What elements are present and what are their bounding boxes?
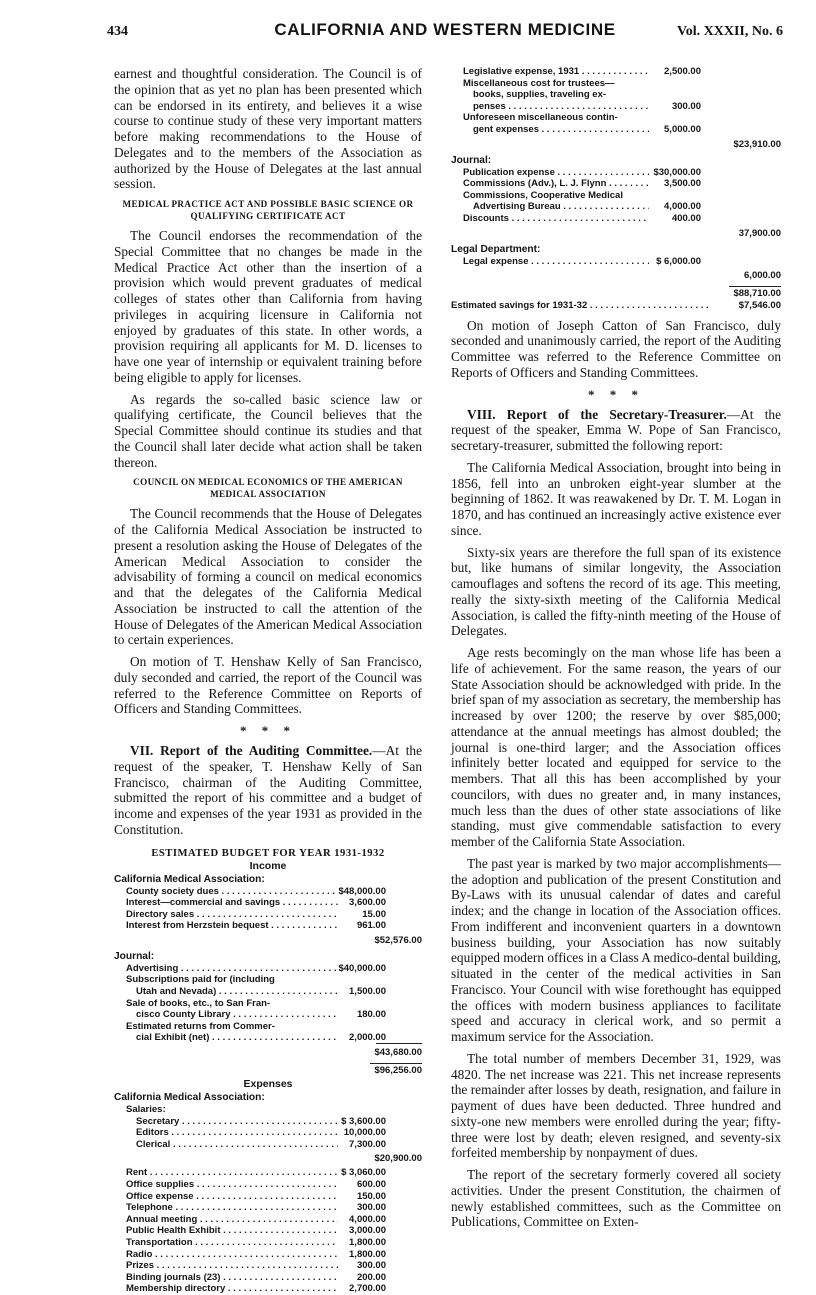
- budget-subtotal: $20,900.00: [374, 1153, 422, 1165]
- budget-item-label: Legal expense . . .: [463, 256, 657, 268]
- budget-item-label: Advertising . . .: [126, 963, 344, 975]
- budget-item-label: Membership directory . . .: [126, 1283, 344, 1295]
- budget-item-label: books, supplies, traveling ex-: [473, 89, 607, 101]
- budget-item-label: Office expense . . .: [126, 1191, 344, 1203]
- budget-subtotal: 37,900.00: [738, 227, 781, 239]
- budget-item-label: Directory sales . . .: [126, 909, 344, 921]
- budget-item-label: Utah and Nevada) . . .: [136, 986, 344, 998]
- budget-item-label: Publication expense . . .: [463, 167, 657, 179]
- budget-group-label: California Medical Association:: [114, 1092, 265, 1104]
- paragraph: The Council endorses the recommendation of the Special Committee that no changes be made in the Medical Practice Act other than the insertion of a provision which would prevent graduates of medical colleges of states other than California from having privileges in acquiring licensure in California not enjoyed by graduates of this state. In other words, a provision requiring all applicants for M. D. licenses to have one year of internship or equivalent training before being eligible to apply for licenses.: [114, 228, 422, 385]
- budget-item-amount: 180.00: [338, 1009, 386, 1021]
- budget-item-label: Transportation . . .: [126, 1237, 344, 1249]
- budget-item-label: Interest from Herzstein bequest . . .: [126, 920, 344, 932]
- budget-item-label: gent expenses . . .: [473, 124, 667, 136]
- budget-subtotal: $52,576.00: [374, 934, 422, 946]
- budget-item-amount: 1,800.00: [338, 1237, 386, 1249]
- paragraph: On motion of Joseph Catton of San Francisco, duly seconded and unanimously carried, the report of the Auditing Committee was referred to the Reference Committee on Reports of Officers and Standing Committees.: [451, 317, 781, 380]
- budget-item-amount: 3,600.00: [338, 897, 386, 909]
- budget-item-amount: 15.00: [338, 909, 386, 921]
- budget-item-amount: 3,500.00: [649, 178, 701, 190]
- budget-item-label: Legislative expense, 1931 . . .: [463, 66, 657, 78]
- budget-group-label: Journal:: [451, 154, 492, 166]
- budget-item-amount: 400.00: [649, 213, 701, 225]
- volume-number: Vol. XXXII, No. 6: [676, 24, 783, 39]
- budget-item-label: cisco County Library . . .: [136, 1009, 344, 1021]
- budget-group-label: Legal Department:: [451, 243, 541, 255]
- budget-item-label: Interest—commercial and savings . . .: [126, 897, 344, 909]
- budget-group-label: Journal:: [114, 950, 155, 962]
- budget-item-amount: 2,500.00: [649, 66, 701, 78]
- budget-item-amount: $ 6,000.00: [649, 256, 701, 268]
- budget-item-label: Secretary . . .: [136, 1116, 344, 1128]
- budget-item-label: Clerical . . .: [136, 1139, 344, 1151]
- paragraph: Sixty-six years are therefore the full span of its existence but, like humans of similar longevity, the Association camouflages and softens the record of its age. This meeting, really the sixty-sixth meeting of the California Medical Association, is called the fifty-ninth meeting of the House of Delegates.: [451, 544, 781, 639]
- budget-item-amount: $40,000.00: [338, 962, 386, 974]
- budget-item-label: Annual meeting . . .: [126, 1214, 344, 1226]
- budget-total: $88,710.00: [729, 286, 781, 299]
- report-title: VII. Report of the Auditing Committee.: [130, 743, 373, 758]
- budget-item-label: Estimated returns from Commer-: [126, 1020, 275, 1032]
- paragraph: earnest and thoughtful consideration. The Council is of the opinion that as yet no plan has been presented which can be endorsed in its entirety, and believes it a wise course to continue study of these very important matters before making recommendations to the House of Delegates and to the members of the Association as authorized by the House of Delegates at the last annual session.: [114, 66, 422, 192]
- budget-title: ESTIMATED BUDGET FOR YEAR 1931-1932: [151, 847, 385, 859]
- section-heading: MEDICAL PRACTICE ACT AND POSSIBLE BASIC SCIENCE OR QUALIFYING CERTIFICATE ACT: [122, 199, 414, 221]
- budget-item-amount: 2,700.00: [338, 1283, 386, 1295]
- section-heading: COUNCIL ON MEDICAL ECONOMICS OF THE AMERICAN MEDICAL ASSOCIATION: [133, 477, 403, 500]
- paragraph: The report of the secretary formerly covered all society activities. Under the present Constitution, the chairmen of newly established committees, such as the Committee on Publications, Committee on Exten-: [451, 1167, 781, 1230]
- paragraph: The California Medical Association, brought into being in 1856, fell into an unbroken eight-year slumber at the beginning of 1862. It was reawakened by Dr. T. M. Logan in 1870, and has continued an increasingly active existence ever since.: [451, 459, 781, 538]
- right-column: [451, 66, 781, 1236]
- paragraph: [451, 407, 781, 454]
- budget-item-amount: 300.00: [649, 101, 701, 113]
- budget-item-amount: 300.00: [338, 1260, 386, 1272]
- section-separator: * * *: [240, 723, 296, 738]
- report-title: VIII. Report of the Secretary-Treasurer.: [467, 406, 727, 422]
- budget-item-amount: 4,000.00: [649, 201, 701, 213]
- income-heading: Income: [249, 859, 287, 872]
- budget-item-label: Commissions (Adv.), L. J. Flynn . . .: [463, 178, 657, 190]
- budget-item-label: Salaries:: [126, 1104, 166, 1116]
- budget-item-amount: $ 3,060.00: [338, 1167, 386, 1179]
- budget-item-amount: $30,000.00: [649, 167, 701, 179]
- budget-item-label: Telephone . . .: [126, 1202, 344, 1214]
- budget-item-label: County society dues . . .: [126, 886, 344, 898]
- paragraph: The Council recommends that the House of Delegates of the California Medical Association be instructed to present a resolution asking the House of Delegates of the American Medical Association to consider the advisability of forming a council on medical economics and that the delegates of the California Medical Association be instructed to call the attention of the House of Delegates of the American Medical Association to certain experiences.: [114, 506, 422, 648]
- budget-item-label: Miscellaneous cost for trustees—: [463, 77, 615, 89]
- budget-item-label: Prizes . . .: [126, 1260, 344, 1272]
- budget-total: $96,256.00: [370, 1063, 422, 1076]
- budget-item-label: Sale of books, etc., to San Fran-: [126, 997, 271, 1009]
- budget-item-amount: 10,000.00: [338, 1127, 386, 1139]
- paragraph: The total number of members December 31, 1929, was 4820. The net increase was 221. This net increase represents the remainder after losses by death, resignation, and failure in payment of dues have been deducted. Three hundred and sixty-one new members were enrolled during the year; fifty-three were lost by death; eleven resigned, and seventy-six forfeited membership by nonpayment of dues.: [451, 1050, 781, 1161]
- budget-subtotal: 6,000.00: [744, 270, 781, 282]
- budget-item-label: Advertising Bureau . . .: [473, 201, 667, 213]
- page-header: [107, 20, 783, 46]
- budget-item-label: Office supplies . . .: [126, 1179, 344, 1191]
- budget-group-label: California Medical Association:: [114, 873, 265, 885]
- section-separator: * * *: [588, 386, 644, 402]
- budget-item-amount: 7,300.00: [338, 1139, 386, 1151]
- paragraph: As regards the so-called basic science law or qualifying certificate, the Council believes that the Special Committee should continue its studies and that the Council shall later decide what action shall be taken thereon.: [114, 391, 422, 470]
- budget-subtotal: $23,910.00: [733, 138, 781, 150]
- budget-item-label: penses . . .: [473, 101, 667, 113]
- budget-item-label: Editors . . .: [136, 1127, 344, 1139]
- paragraph: On motion of T. Henshaw Kelly of San Francisco, duly seconded and carried, the report of the Council was referred to the Reference Committee on Reports of Officers and Standing Committees.: [114, 654, 422, 717]
- budget-item-amount: $48,000.00: [338, 885, 386, 897]
- budget-item-label: Public Health Exhibit . . .: [126, 1225, 344, 1237]
- budget-item-label: Radio . . .: [126, 1249, 344, 1261]
- budget-item-label: Unforeseen miscellaneous contin-: [463, 112, 618, 124]
- budget-subtotal: $43,680.00: [374, 1047, 422, 1059]
- journal-title: CALIFORNIA AND WESTERN MEDICINE: [274, 20, 616, 39]
- budget-item-amount: 1,800.00: [338, 1249, 386, 1261]
- budget-item-amount: 150.00: [338, 1191, 386, 1203]
- report-text: —At the request of the speaker, T. Henshaw Kelly of San Francisco, chairman of the Auditing Committee, submitted the report of his committee and a budget of income and expenses of the year 1931 as provided in the Constitution.: [114, 743, 423, 837]
- page-number: 434: [107, 24, 128, 39]
- budget-item-amount: $7,546.00: [715, 300, 781, 312]
- paragraph: The past year is marked by two major accomplishments—the adoption and publication of the present Constitution and By-Laws with its unusual calendar of dates and careful index; and the change in location of the Association offices. From indifferent and inconvenient quarters in a downtown business building, your Association has now suitably equipped modern offices in a Class A medico-dental building, situated in the center of the medical activities in San Francisco. Your Council with wise forethought has equipped the offices with modern business appliances to facilitate speed and accuracy in clerical work, and so permit a maximum service for the Association.: [451, 855, 781, 1045]
- report-text: —At the request of the speaker, Emma W. Pope of San Francisco, secretary-treasurer, submitted the following report:: [451, 406, 782, 454]
- left-column: [114, 66, 422, 1295]
- budget-item-amount: 300.00: [338, 1202, 386, 1214]
- expenses-heading: Expenses: [243, 1078, 293, 1091]
- budget-item-amount: 3,000.00: [338, 1225, 386, 1237]
- budget-item-label: Estimated savings for 1931-32 . . .: [451, 300, 711, 312]
- budget-item-amount: 1,500.00: [338, 986, 386, 998]
- budget-item-amount: 5,000.00: [649, 124, 701, 136]
- budget-item-label: Subscriptions paid for (including: [126, 974, 275, 986]
- budget-item-label: cial Exhibit (net) . . .: [136, 1032, 344, 1044]
- budget-item-label: Commissions, Cooperative Medical: [463, 189, 623, 201]
- budget-item-amount: 200.00: [338, 1272, 386, 1284]
- budget-item-label: Rent . . .: [126, 1167, 344, 1179]
- budget-item-amount: 2,000.00: [338, 1032, 386, 1044]
- paragraph: [114, 743, 422, 838]
- budget-item-amount: 961.00: [338, 920, 386, 932]
- budget-item-amount: 4,000.00: [338, 1214, 386, 1226]
- budget-item-amount: $ 3,600.00: [338, 1116, 386, 1128]
- paragraph: Age rests becomingly on the man whose life has been a life of achievement. For the same reason, the years of our State Association should be acknowledged with pride. In the brief span of my association as secretary, the membership has increased by over 1200; the reserve by over $85,000; attendance at the annual meetings has almost doubled; the journal is one-third larger; and the Association offices infinitely better located and equipped for service to the members. That all this has been accomplished by your councilors, with dues no greater and, in many instances, much less than the dues of other state associations of like standing, must give commendable satisfaction to every member of the California State Association.: [451, 645, 781, 850]
- budget-item-amount: 600.00: [338, 1179, 386, 1191]
- budget-item-label: Binding journals (23) . . .: [126, 1272, 344, 1284]
- budget-item-label: Discounts . . .: [463, 213, 657, 225]
